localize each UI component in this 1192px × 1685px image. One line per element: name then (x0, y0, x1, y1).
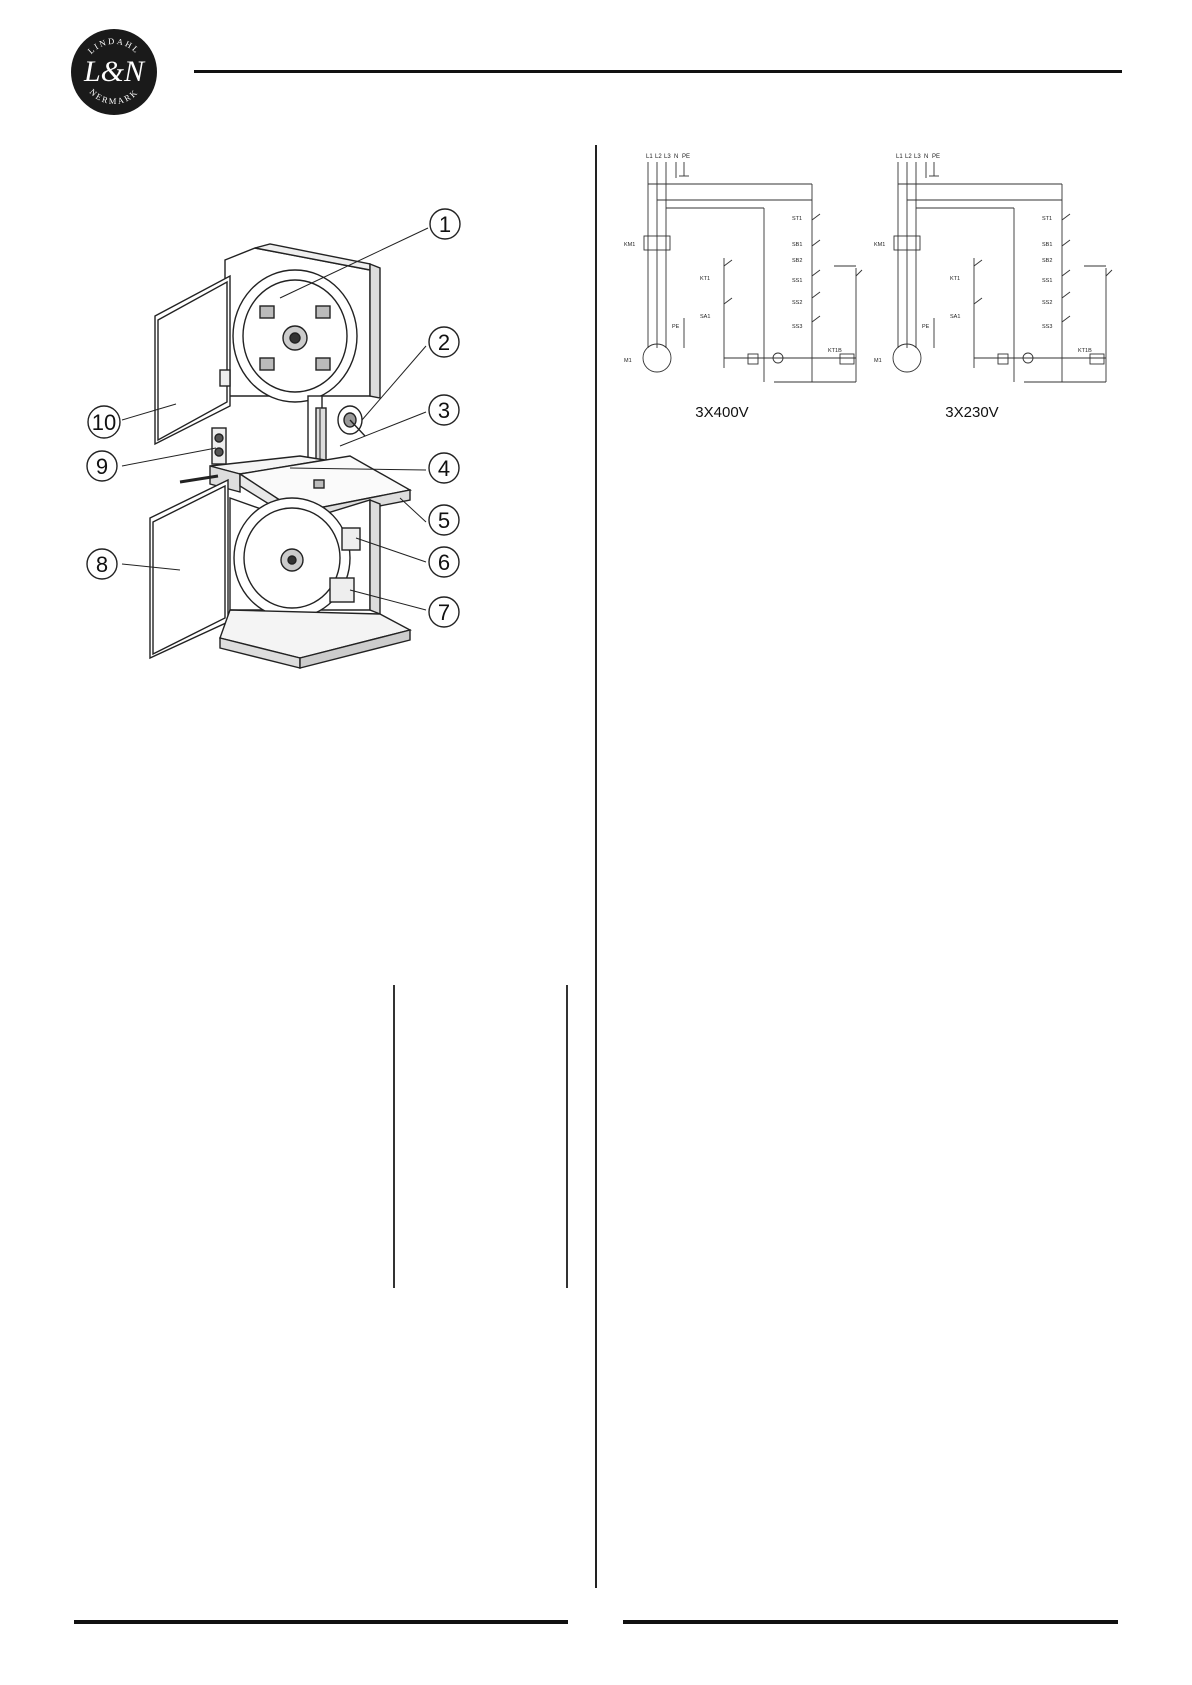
svg-text:N: N (674, 154, 679, 160)
svg-text:SS3: SS3 (792, 324, 803, 330)
svg-text:PE: PE (932, 154, 941, 160)
svg-text:M1: M1 (874, 358, 882, 364)
svg-text:SA1: SA1 (950, 314, 961, 320)
svg-text:L2: L2 (905, 154, 912, 160)
header-rule (194, 70, 1122, 73)
svg-text:PE: PE (922, 324, 930, 330)
svg-text:PE: PE (672, 324, 680, 330)
svg-text:KT1: KT1 (700, 276, 711, 282)
svg-text:M1: M1 (624, 358, 632, 364)
svg-text:PE: PE (682, 154, 691, 160)
callout-label: 2 (437, 330, 451, 355)
svg-text:SB1: SB1 (1042, 242, 1053, 248)
footer-rule-right (623, 1620, 1118, 1624)
svg-text:L2: L2 (655, 154, 662, 160)
logo-monogram: L&N (83, 55, 145, 88)
svg-text:ST1: ST1 (792, 216, 803, 222)
logo-top-text: LINDAHL (85, 35, 143, 56)
svg-text:SB2: SB2 (792, 258, 803, 264)
svg-text:L3: L3 (914, 154, 921, 160)
housing-side (370, 264, 380, 398)
wiring-schematic-3x230v (874, 148, 1114, 388)
svg-text:SS2: SS2 (792, 300, 803, 306)
callout-label: 7 (437, 600, 451, 625)
bandsaw-illustration (80, 198, 480, 698)
svg-text:KT1: KT1 (950, 276, 961, 282)
table-trunnion (342, 528, 360, 550)
svg-text:L1: L1 (646, 154, 653, 160)
svg-text:KM1: KM1 (874, 242, 886, 248)
svg-text:SS1: SS1 (1042, 278, 1053, 284)
brand-logo (70, 28, 158, 116)
wiring-schematic-3x400v (624, 148, 864, 388)
spec-table-rule (393, 985, 395, 1288)
svg-text:ST1: ST1 (1042, 216, 1053, 222)
svg-text:KM1: KM1 (624, 242, 636, 248)
callout-label: 9 (95, 454, 109, 479)
svg-text:SS1: SS1 (792, 278, 803, 284)
callout-label: 10 (91, 410, 117, 435)
svg-text:L1: L1 (896, 154, 903, 160)
svg-text:SS3: SS3 (1042, 324, 1053, 330)
schematic-label-3x230v: 3X230V (945, 404, 999, 421)
svg-text:KT1B: KT1B (828, 348, 842, 354)
callout-label: 5 (437, 508, 451, 533)
footer-rule-left (74, 1620, 568, 1624)
callout-label: 1 (438, 212, 452, 237)
callout-label: 6 (437, 550, 451, 575)
svg-text:KT1B: KT1B (1078, 348, 1092, 354)
svg-text:N: N (924, 154, 929, 160)
column-divider (595, 145, 597, 1588)
lower-door (150, 480, 228, 658)
svg-text:L3: L3 (664, 154, 671, 160)
svg-text:SS2: SS2 (1042, 300, 1053, 306)
callout-label: 4 (437, 456, 451, 481)
spec-table-rule (566, 985, 568, 1288)
callout-label: 8 (95, 552, 109, 577)
logo-bottom-text: NERMARK (87, 86, 141, 107)
schematic-label-3x400v: 3X400V (695, 404, 749, 421)
callout-label: 3 (437, 398, 451, 423)
svg-text:SB2: SB2 (1042, 258, 1053, 264)
svg-text:SB1: SB1 (792, 242, 803, 248)
svg-text:SA1: SA1 (700, 314, 711, 320)
